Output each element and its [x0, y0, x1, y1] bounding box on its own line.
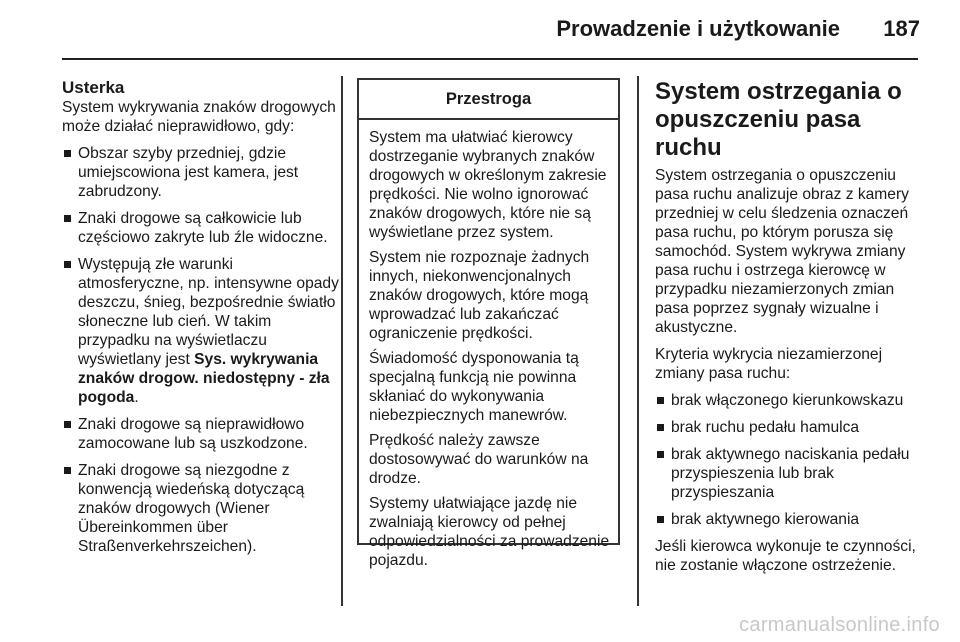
caution-box — [357, 78, 620, 569]
list-item: brak włączonego kierunkowskazu — [655, 391, 921, 410]
list-item: Znaki drogowe są całkowicie lub częściowo zakryte lub źle widoczne. — [62, 209, 340, 247]
closing-paragraph: Jeśli kierowca wykonuje te czynności, nie zostanie włączone ostrzeżenie. — [655, 538, 916, 574]
column-divider-right — [637, 76, 639, 606]
caution-title: Przestroga — [359, 80, 618, 120]
list-item-text: Występują złe warunki atmosferyczne, np. intensywne opady deszczu, śnieg, bezpośrednie światło słoneczne lub cień. W takim przypadku na wyświetlaczu wyświetlany jest — [78, 256, 339, 368]
list-item: Znaki drogowe są nieprawidłowo zamocowane lub są uszkodzone. — [62, 415, 340, 453]
list-item: Obszar szyby przedniej, gdzie umiejscowiona jest kamera, jest zabrudzony. — [62, 144, 340, 201]
list-item: Znaki drogowe są niezgodne z konwencją wiedeńską dotyczącą znaków drogowych (Wiener Übereinkommen über Straßenverkehrszeichen). — [62, 461, 340, 556]
criteria-list — [655, 391, 921, 529]
caution-paragraph: System ma ułatwiać kierowcy dostrzeganie wybranych znaków drogowych w określonym zakresie prędkości. Nie wolno ignorować znaków drogowych, które nie są wyświetlane przez system. — [369, 129, 607, 241]
caution-body — [359, 120, 618, 570]
section-heading-lane-departure: System ostrzegania o opuszczeniu pasa ruchu — [655, 78, 902, 161]
caution-paragraph: Prędkość należy zawsze dostosowywać do warunków na drodze. — [369, 432, 589, 487]
page-number: 187 — [883, 16, 920, 41]
watermark: carmanualsonline.info — [739, 614, 940, 636]
caution-paragraph: Świadomość dysponowania tą specjalną funkcją nie powinna skłaniać do wykonywania niebezpiecznych manewrów. — [369, 350, 579, 424]
header-divider — [62, 58, 918, 60]
list-item — [62, 255, 340, 407]
section-heading-usterka: Usterka — [62, 78, 125, 97]
right-column — [655, 78, 921, 583]
list-item-period: . — [134, 389, 139, 406]
page-header — [0, 0, 960, 56]
lane-paragraph: System ostrzegania o opuszczeniu pasa ruchu analizuje obraz z kamery przedniej w celu śledzenia oznaczeń pasa ruchu, po którym porusza się samochód. System wykrywa zmiany pasa ruchu i ostrzega kierowcę w przypadku niezamierzonych zmian pasa poprzez sygnały wizualne i akustyczne. — [655, 167, 909, 336]
list-item: brak ruchu pedału hamulca — [655, 418, 921, 437]
fault-list — [62, 144, 340, 556]
list-item: brak aktywnego naciskania pedału przyspieszenia lub brak przyspieszania — [655, 445, 921, 502]
list-item: brak aktywnego kierowania — [655, 510, 921, 529]
criteria-paragraph: Kryteria wykrycia niezamierzonej zmiany pasa ruchu: — [655, 346, 883, 382]
header-title: Prowadzenie i użytkowanie — [556, 16, 840, 41]
caution-paragraph: Systemy ułatwiające jazdę nie zwalniają kierowcy od pełnej odpowiedzialności za prowadzenie pojazdu. — [369, 495, 610, 569]
intro-paragraph: System wykrywania znaków drogowych może działać nieprawidłowo, gdy: — [62, 99, 336, 135]
column-divider-left — [341, 76, 343, 606]
display-message: Sys. wykrywania znaków drogow. niedostępny - zła pogoda — [78, 351, 330, 406]
left-column — [62, 78, 340, 564]
caution-paragraph: System nie rozpoznaje żadnych innych, niekonwencjonalnych znaków drogowych, które mogą wprowadzać lub zakańczać ograniczenie prędkości. — [369, 249, 590, 342]
